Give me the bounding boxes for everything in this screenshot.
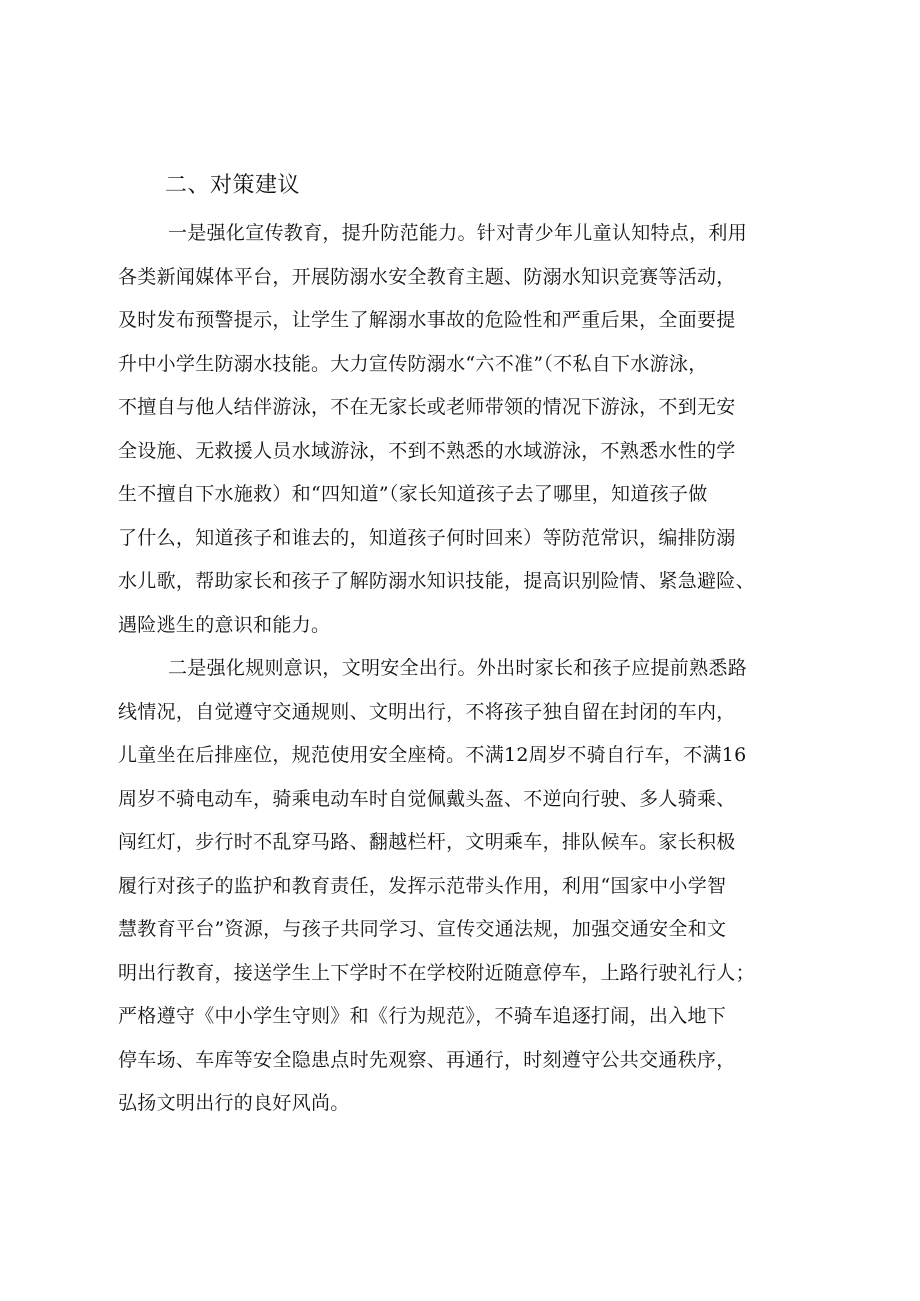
paragraph-line: 遇险逃生的意识和能力。 (118, 613, 331, 636)
paragraph-line: 二是强化规则意识，文明安全出行。外出时家长和孩子应提前熟悉路 (168, 657, 748, 679)
paragraph-traffic-safety (118, 647, 878, 1126)
paragraph-line: 了什么，知道孩子和谁去的，知道孩子何时回来）等防范常识，编排防溺 (118, 526, 736, 549)
paragraph-line: 履行对孩子的监护和教育责任，发挥示范带头作用，利用“国家中小学智 (118, 874, 727, 897)
paragraph-line: 周岁不骑电动车，骑乘电动车时自觉佩戴头盔、不逆向行驶、多人骑乘、 (118, 787, 736, 810)
paragraph-line: 不擅自与他人结伴游泳，不在无家长或老师带领的情况下游泳，不到无安 (118, 396, 736, 418)
paragraph-line: 各类新闻媒体平台，开展防溺水安全教育主题、防溺水知识竞赛等活动， (118, 265, 736, 288)
paragraph-line: 停车场、车库等安全隐患点时先观察、再通行，时刻遵守公共交通秩序， (118, 1048, 736, 1071)
paragraph-line: 及时发布预警提示，让学生了解溺水事故的危险性和严重后果，全面要提 (118, 309, 736, 331)
paragraph-line: 明出行教育，接送学生上下学时不在学校附近随意停车，上路行驶礼行人； (118, 961, 755, 984)
paragraph-line: 儿童坐在后排座位，规范使用安全座椅。不满12周岁不骑自行车，不满16 (118, 744, 747, 766)
paragraph-line: 慧教育平台”资源，与孩子共同学习、宣传交通法规，加强交通安全和文 (118, 918, 727, 940)
paragraph-line: 一是强化宣传教育，提升防范能力。针对青少年儿童认知特点，利用 (168, 222, 748, 244)
paragraph-line: 水儿歌，帮助家长和孩子了解防溺水知识技能，提高识别险情、紧急避险、 (118, 570, 755, 592)
paragraph-line: 全设施、无救援人员水域游泳，不到不熟悉的水域游泳，不熟悉水性的学 (118, 439, 736, 462)
paragraph-line: 弘扬文明出行的良好风尚。 (118, 1092, 350, 1114)
paragraph-line: 线情况，自觉遵守交通规则、文明出行，不将孩子独自留在封闭的车内， (118, 700, 736, 723)
paragraph-line: 生不擅自下水施救）和“四知道”（家长知道孩子去了哪里，知道孩子做 (118, 483, 708, 505)
section-heading: 二、对策建议 (165, 173, 301, 198)
paragraph-line: 闯红灯，步行时不乱穿马路、翻越栏杆，文明乘车，排队候车。家长积极 (118, 831, 736, 853)
paragraph-line: 严格遵守《中小学生守则》和《行为规范》，不骑车追逐打闹，出入地下 (118, 1005, 727, 1027)
paragraph-drowning-prevention (118, 212, 878, 647)
paragraph-line: 升中小学生防溺水技能。大力宣传防溺水“六不准”（不私自下水游泳， (118, 352, 708, 375)
